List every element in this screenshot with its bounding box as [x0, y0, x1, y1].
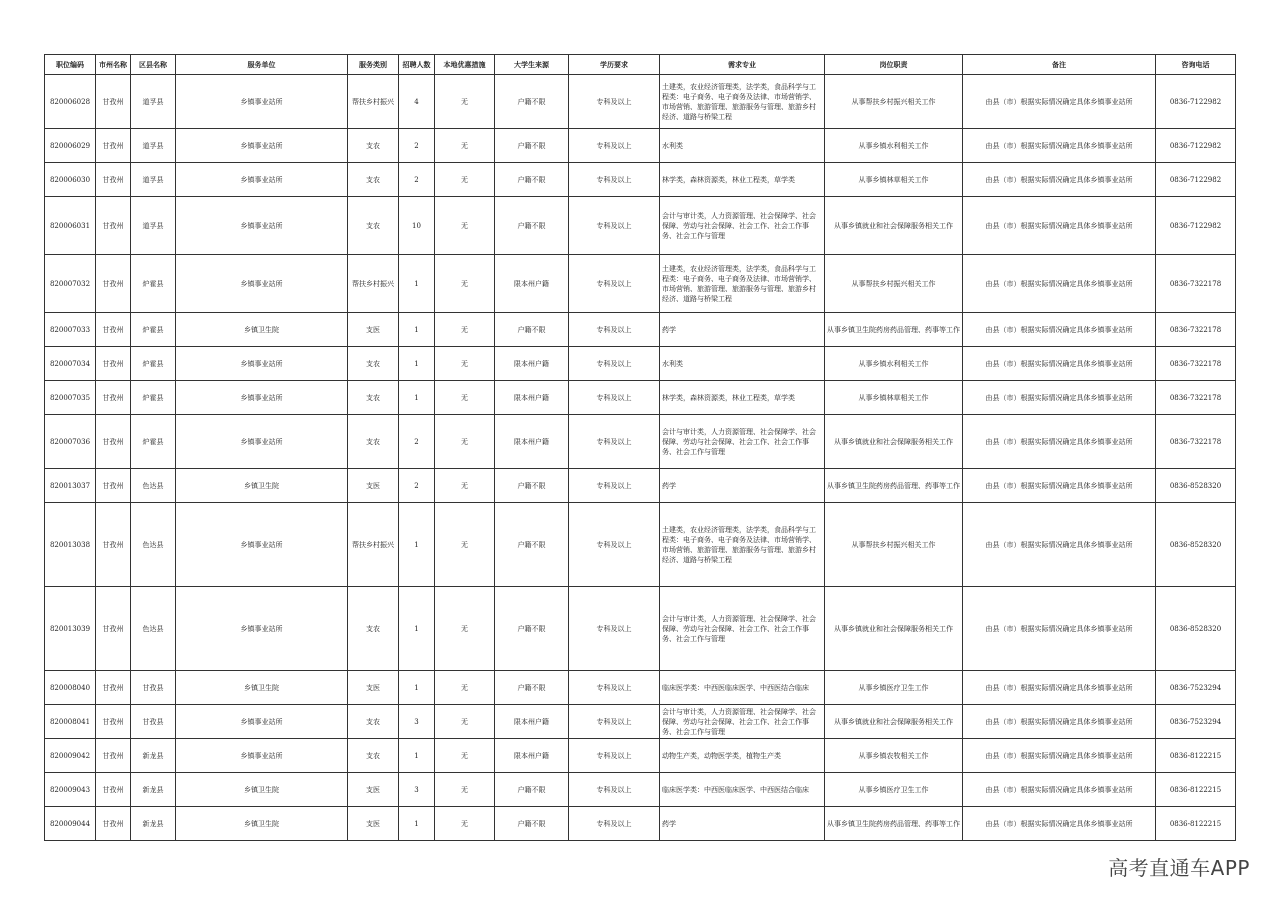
table-cell: 无: [435, 773, 495, 807]
recruitment-table: [44, 54, 1236, 841]
table-cell: 会计与审计类，人力资源管理、社会保障学、社会保障、劳动与社会保障、社会工作、社会工作事务、社会工作与管理: [660, 415, 825, 469]
table-cell: 从事乡镇卫生院药房药品管理、药事等工作: [825, 807, 963, 841]
table-cell: 支农: [348, 705, 399, 739]
table-cell: 从事乡镇卫生院药房药品管理、药事等工作: [825, 469, 963, 503]
table-cell: 会计与审计类，人力资源管理、社会保障学、社会保障、劳动与社会保障、社会工作、社会工作事务、社会工作与管理: [660, 197, 825, 255]
table-cell: 道孚县: [131, 75, 176, 129]
table-cell: 乡镇事业站所: [176, 503, 348, 587]
table-cell: 0836-7523294: [1156, 671, 1236, 705]
table-cell: 甘孜州: [96, 255, 131, 313]
table-cell: 820009043: [45, 773, 96, 807]
table-cell: 从事帮扶乡村振兴相关工作: [825, 255, 963, 313]
table-cell: 支医: [348, 313, 399, 347]
table-cell: 由县（市）根据实际情况确定具体乡镇事业站所: [963, 163, 1156, 197]
table-cell: 帮扶乡村振兴: [348, 503, 399, 587]
table-cell: 820007032: [45, 255, 96, 313]
table-cell: 乡镇事业站所: [176, 415, 348, 469]
table-cell: 道孚县: [131, 163, 176, 197]
table-cell: 无: [435, 587, 495, 671]
col-header: 需求专业: [660, 55, 825, 75]
col-header: 区县名称: [131, 55, 176, 75]
table-cell: 无: [435, 469, 495, 503]
table-cell: 从事乡镇医疗卫生工作: [825, 773, 963, 807]
table-cell: 0836-7122982: [1156, 129, 1236, 163]
table-cell: 林学类，森林资源类，林业工程类，草学类: [660, 381, 825, 415]
table-cell: 从事乡镇卫生院药房药品管理、药事等工作: [825, 313, 963, 347]
table-cell: 无: [435, 75, 495, 129]
table-cell: 0836-8122215: [1156, 773, 1236, 807]
table-row: [45, 313, 1236, 347]
table-cell: 乡镇卫生院: [176, 313, 348, 347]
table-cell: 户籍不限: [495, 469, 569, 503]
table-cell: 820013039: [45, 587, 96, 671]
table-cell: 0836-7322178: [1156, 415, 1236, 469]
table-cell: 1: [399, 807, 435, 841]
table-cell: 甘孜县: [131, 705, 176, 739]
table-cell: 乡镇卫生院: [176, 671, 348, 705]
table-cell: 色达县: [131, 587, 176, 671]
table-cell: 支医: [348, 671, 399, 705]
table-cell: 专科及以上: [569, 347, 660, 381]
table-cell: 3: [399, 705, 435, 739]
table-cell: 专科及以上: [569, 807, 660, 841]
table-cell: 由县（市）根据实际情况确定具体乡镇事业站所: [963, 587, 1156, 671]
col-header: 服务类别: [348, 55, 399, 75]
table-cell: 由县（市）根据实际情况确定具体乡镇事业站所: [963, 807, 1156, 841]
table-cell: 支农: [348, 381, 399, 415]
table-cell: 0836-7322178: [1156, 313, 1236, 347]
table-cell: 炉霍县: [131, 313, 176, 347]
table-cell: 色达县: [131, 469, 176, 503]
table-cell: 无: [435, 415, 495, 469]
table-cell: 由县（市）根据实际情况确定具体乡镇事业站所: [963, 671, 1156, 705]
header-row: [45, 55, 1236, 75]
table-cell: 乡镇事业站所: [176, 197, 348, 255]
table-cell: 820009044: [45, 807, 96, 841]
table-cell: 支农: [348, 163, 399, 197]
table-cell: 由县（市）根据实际情况确定具体乡镇事业站所: [963, 381, 1156, 415]
table-cell: 限本州户籍: [495, 739, 569, 773]
table-cell: 色达县: [131, 503, 176, 587]
table-cell: 由县（市）根据实际情况确定具体乡镇事业站所: [963, 129, 1156, 163]
table-cell: 820007033: [45, 313, 96, 347]
table-cell: 0836-7322178: [1156, 381, 1236, 415]
table-cell: 820006029: [45, 129, 96, 163]
table-cell: 户籍不限: [495, 313, 569, 347]
table-cell: 药学: [660, 807, 825, 841]
table-cell: 由县（市）根据实际情况确定具体乡镇事业站所: [963, 469, 1156, 503]
table-cell: 户籍不限: [495, 671, 569, 705]
table-cell: 会计与审计类，人力资源管理、社会保障学、社会保障、劳动与社会保障、社会工作、社会工作事务、社会工作与管理: [660, 705, 825, 739]
table-cell: 专科及以上: [569, 313, 660, 347]
table-cell: 甘孜州: [96, 415, 131, 469]
table-cell: 限本州户籍: [495, 347, 569, 381]
table-cell: 由县（市）根据实际情况确定具体乡镇事业站所: [963, 197, 1156, 255]
table-cell: 0836-8528320: [1156, 587, 1236, 671]
table-cell: 从事乡镇水利相关工作: [825, 129, 963, 163]
table-cell: 乡镇事业站所: [176, 129, 348, 163]
table-cell: 专科及以上: [569, 197, 660, 255]
table-cell: 户籍不限: [495, 129, 569, 163]
table-cell: 专科及以上: [569, 587, 660, 671]
table-row: [45, 773, 1236, 807]
table-cell: 由县（市）根据实际情况确定具体乡镇事业站所: [963, 347, 1156, 381]
table-cell: 甘孜州: [96, 129, 131, 163]
table-cell: 无: [435, 163, 495, 197]
table-cell: 会计与审计类，人力资源管理、社会保障学、社会保障、劳动与社会保障、社会工作、社会工作事务、社会工作与管理: [660, 587, 825, 671]
col-header: 学历要求: [569, 55, 660, 75]
table-cell: 新龙县: [131, 773, 176, 807]
table-cell: 0836-7122982: [1156, 75, 1236, 129]
table-cell: 支医: [348, 773, 399, 807]
table-cell: 0836-8528320: [1156, 469, 1236, 503]
table-cell: 甘孜州: [96, 163, 131, 197]
table-cell: 从事帮扶乡村振兴相关工作: [825, 503, 963, 587]
col-header: 服务单位: [176, 55, 348, 75]
table-cell: 乡镇卫生院: [176, 773, 348, 807]
table-cell: 无: [435, 739, 495, 773]
table-cell: 由县（市）根据实际情况确定具体乡镇事业站所: [963, 255, 1156, 313]
table-cell: 无: [435, 381, 495, 415]
table-cell: 林学类，森林资源类，林业工程类，草学类: [660, 163, 825, 197]
table-cell: 户籍不限: [495, 807, 569, 841]
table-cell: 从事帮扶乡村振兴相关工作: [825, 75, 963, 129]
table-cell: 820008040: [45, 671, 96, 705]
table-cell: 新龙县: [131, 807, 176, 841]
table-cell: 土建类，农业经济管理类，法学类，食品科学与工程类：电子商务、电子商务及法律、市场营销学、市场营销、旅游管理、旅游服务与管理、旅游乡村经济、道路与桥梁工程: [660, 255, 825, 313]
table-cell: 由县（市）根据实际情况确定具体乡镇事业站所: [963, 313, 1156, 347]
table-cell: 由县（市）根据实际情况确定具体乡镇事业站所: [963, 503, 1156, 587]
table-cell: 3: [399, 773, 435, 807]
table-cell: 10: [399, 197, 435, 255]
table-cell: 药学: [660, 313, 825, 347]
table-cell: 乡镇事业站所: [176, 75, 348, 129]
table-cell: 药学: [660, 469, 825, 503]
table-cell: 820007036: [45, 415, 96, 469]
table-cell: 乡镇卫生院: [176, 469, 348, 503]
table-cell: 4: [399, 75, 435, 129]
table-cell: 乡镇事业站所: [176, 587, 348, 671]
table-cell: 甘孜州: [96, 469, 131, 503]
table-cell: 甘孜州: [96, 197, 131, 255]
col-header: 备注: [963, 55, 1156, 75]
table-cell: 甘孜县: [131, 671, 176, 705]
table-row: [45, 415, 1236, 469]
table-cell: 0836-7523294: [1156, 705, 1236, 739]
table-cell: 乡镇事业站所: [176, 739, 348, 773]
table-cell: 无: [435, 129, 495, 163]
table-cell: 支农: [348, 587, 399, 671]
table-row: [45, 75, 1236, 129]
table-cell: 道孚县: [131, 197, 176, 255]
table-cell: 1: [399, 255, 435, 313]
table-cell: 户籍不限: [495, 75, 569, 129]
table-cell: 甘孜州: [96, 705, 131, 739]
table-cell: 由县（市）根据实际情况确定具体乡镇事业站所: [963, 705, 1156, 739]
table-cell: 无: [435, 807, 495, 841]
table-cell: 专科及以上: [569, 381, 660, 415]
table-cell: 820008041: [45, 705, 96, 739]
table-cell: 甘孜州: [96, 671, 131, 705]
table-cell: 限本州户籍: [495, 705, 569, 739]
table-cell: 1: [399, 313, 435, 347]
table-cell: 甘孜州: [96, 807, 131, 841]
table-cell: 道孚县: [131, 129, 176, 163]
table-cell: 由县（市）根据实际情况确定具体乡镇事业站所: [963, 75, 1156, 129]
table-cell: 限本州户籍: [495, 381, 569, 415]
table-cell: 无: [435, 705, 495, 739]
table-row: [45, 503, 1236, 587]
table-row: [45, 255, 1236, 313]
table-cell: 水利类: [660, 129, 825, 163]
table-cell: 甘孜州: [96, 313, 131, 347]
table-cell: 甘孜州: [96, 773, 131, 807]
table-cell: 临床医学类：中西医临床医学、中西医结合临床: [660, 773, 825, 807]
table-cell: 支农: [348, 415, 399, 469]
table-cell: 专科及以上: [569, 75, 660, 129]
table-cell: 土建类，农业经济管理类，法学类，食品科学与工程类：电子商务、电子商务及法律、市场营销学、市场营销、旅游管理、旅游服务与管理、旅游乡村经济、道路与桥梁工程: [660, 75, 825, 129]
table-cell: 甘孜州: [96, 503, 131, 587]
table-cell: 0836-7122982: [1156, 163, 1236, 197]
table-cell: 土建类，农业经济管理类，法学类，食品科学与工程类：电子商务、电子商务及法律、市场营销学、市场营销、旅游管理、旅游服务与管理、旅游乡村经济、道路与桥梁工程: [660, 503, 825, 587]
table-cell: 由县（市）根据实际情况确定具体乡镇事业站所: [963, 773, 1156, 807]
table-cell: 专科及以上: [569, 503, 660, 587]
table-cell: 甘孜州: [96, 75, 131, 129]
table-cell: 0836-7122982: [1156, 197, 1236, 255]
table-cell: 限本州户籍: [495, 415, 569, 469]
table-cell: 炉霍县: [131, 255, 176, 313]
table-cell: 0836-7322178: [1156, 347, 1236, 381]
table-cell: 支医: [348, 469, 399, 503]
table-cell: 乡镇卫生院: [176, 807, 348, 841]
table-cell: 2: [399, 163, 435, 197]
table-cell: 0836-8122215: [1156, 807, 1236, 841]
table-cell: 1: [399, 347, 435, 381]
table-cell: 820006030: [45, 163, 96, 197]
table-cell: 1: [399, 739, 435, 773]
table-cell: 甘孜州: [96, 739, 131, 773]
table-cell: 户籍不限: [495, 163, 569, 197]
table-cell: 动物生产类，动物医学类，植物生产类: [660, 739, 825, 773]
table-row: [45, 347, 1236, 381]
table-row: [45, 705, 1236, 739]
col-header: 招聘人数: [399, 55, 435, 75]
table-cell: 1: [399, 671, 435, 705]
table-cell: 户籍不限: [495, 503, 569, 587]
table-cell: 支农: [348, 739, 399, 773]
table-cell: 从事乡镇就业和社会保障服务相关工作: [825, 197, 963, 255]
table-cell: 水利类: [660, 347, 825, 381]
table-cell: 无: [435, 347, 495, 381]
table-cell: 820006028: [45, 75, 96, 129]
col-header: 大学生来源: [495, 55, 569, 75]
table-cell: 0836-7322178: [1156, 255, 1236, 313]
col-header: 市州名称: [96, 55, 131, 75]
table-cell: 乡镇事业站所: [176, 347, 348, 381]
table-cell: 从事乡镇就业和社会保障服务相关工作: [825, 415, 963, 469]
table-cell: 820006031: [45, 197, 96, 255]
table-cell: 临床医学类：中西医临床医学、中西医结合临床: [660, 671, 825, 705]
table-cell: 炉霍县: [131, 415, 176, 469]
table-cell: 专科及以上: [569, 773, 660, 807]
table-cell: 户籍不限: [495, 773, 569, 807]
table-cell: 支医: [348, 807, 399, 841]
col-header: 咨询电话: [1156, 55, 1236, 75]
table-cell: 户籍不限: [495, 587, 569, 671]
table-cell: 支农: [348, 347, 399, 381]
table-cell: 专科及以上: [569, 163, 660, 197]
table-cell: 支农: [348, 129, 399, 163]
table-cell: 户籍不限: [495, 197, 569, 255]
table-row: [45, 671, 1236, 705]
table-cell: 专科及以上: [569, 469, 660, 503]
table-cell: 专科及以上: [569, 255, 660, 313]
col-header: 本地优惠措施: [435, 55, 495, 75]
table-cell: 从事乡镇林草相关工作: [825, 381, 963, 415]
table-cell: 甘孜州: [96, 587, 131, 671]
watermark: 高考直通车APP: [1108, 856, 1250, 880]
table-cell: 2: [399, 129, 435, 163]
table-row: [45, 197, 1236, 255]
table-cell: 无: [435, 313, 495, 347]
table-cell: 乡镇事业站所: [176, 381, 348, 415]
table-cell: 820013037: [45, 469, 96, 503]
table-cell: 限本州户籍: [495, 255, 569, 313]
table-cell: 支农: [348, 197, 399, 255]
table-cell: 无: [435, 671, 495, 705]
table-cell: 专科及以上: [569, 739, 660, 773]
table-cell: 专科及以上: [569, 415, 660, 469]
table-cell: 专科及以上: [569, 671, 660, 705]
col-header: 职位编码: [45, 55, 96, 75]
table-cell: 1: [399, 587, 435, 671]
table-cell: 炉霍县: [131, 381, 176, 415]
table-cell: 0836-8122215: [1156, 739, 1236, 773]
table-cell: 帮扶乡村振兴: [348, 75, 399, 129]
table-cell: 甘孜州: [96, 347, 131, 381]
table-cell: 从事乡镇医疗卫生工作: [825, 671, 963, 705]
table-cell: 从事乡镇就业和社会保障服务相关工作: [825, 705, 963, 739]
table-row: [45, 469, 1236, 503]
table-cell: 专科及以上: [569, 129, 660, 163]
table-row: [45, 807, 1236, 841]
table-cell: 由县（市）根据实际情况确定具体乡镇事业站所: [963, 415, 1156, 469]
table-cell: 无: [435, 197, 495, 255]
table-row: [45, 163, 1236, 197]
table-cell: 1: [399, 503, 435, 587]
table-cell: 从事乡镇农牧相关工作: [825, 739, 963, 773]
col-header: 岗位职责: [825, 55, 963, 75]
table-cell: 专科及以上: [569, 705, 660, 739]
table-cell: 820009042: [45, 739, 96, 773]
table-body: [45, 75, 1236, 841]
table-cell: 0836-8528320: [1156, 503, 1236, 587]
table-cell: 820007035: [45, 381, 96, 415]
table-cell: 乡镇事业站所: [176, 255, 348, 313]
table-cell: 820013038: [45, 503, 96, 587]
table-cell: 由县（市）根据实际情况确定具体乡镇事业站所: [963, 739, 1156, 773]
table-cell: 从事乡镇林草相关工作: [825, 163, 963, 197]
table-row: [45, 587, 1236, 671]
table-cell: 乡镇事业站所: [176, 705, 348, 739]
table-cell: 2: [399, 469, 435, 503]
table-row: [45, 381, 1236, 415]
table-cell: 新龙县: [131, 739, 176, 773]
table-cell: 甘孜州: [96, 381, 131, 415]
table-cell: 帮扶乡村振兴: [348, 255, 399, 313]
table-cell: 820007034: [45, 347, 96, 381]
table-cell: 炉霍县: [131, 347, 176, 381]
table-cell: 从事乡镇水利相关工作: [825, 347, 963, 381]
table-row: [45, 129, 1236, 163]
table-cell: 无: [435, 255, 495, 313]
table-cell: 1: [399, 381, 435, 415]
table-cell: 无: [435, 503, 495, 587]
table-row: [45, 739, 1236, 773]
table-cell: 2: [399, 415, 435, 469]
table-cell: 乡镇事业站所: [176, 163, 348, 197]
table-cell: 从事乡镇就业和社会保障服务相关工作: [825, 587, 963, 671]
